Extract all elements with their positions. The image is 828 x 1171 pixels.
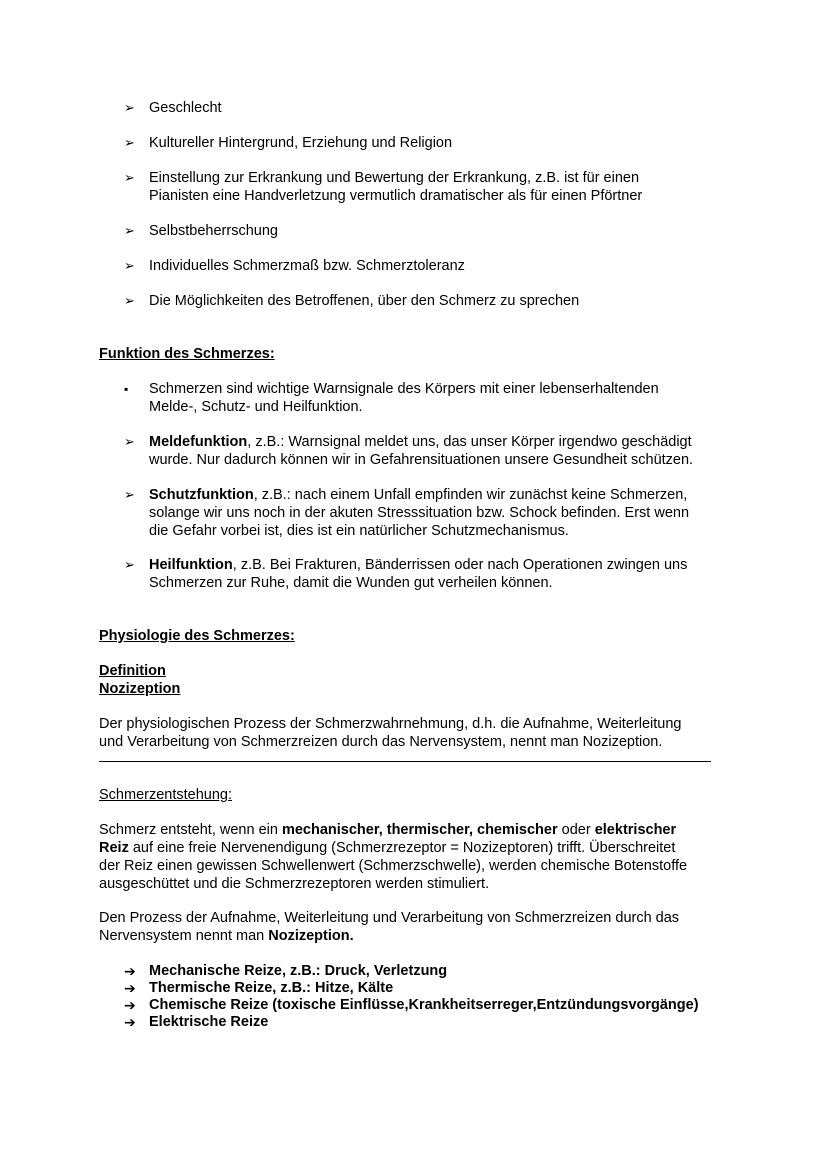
list-item-text: Selbstbeherrschung [149, 223, 278, 239]
arrow-bullet-icon [124, 222, 144, 240]
list-item-text [149, 556, 729, 592]
list-item-text: Thermische Reize, z.B.: Hitze, Kälte [149, 980, 394, 996]
section-heading: Funktion des Schmerzes: [99, 346, 275, 362]
divider [99, 761, 711, 762]
line: Der physiologischen Prozess der Schmerzwahrnehmung, d.h. die Aufnahme, Weiterleitung [99, 716, 682, 732]
arrow-bullet-icon [124, 134, 144, 152]
line: , z.B.: Warnsignal meldet uns, das unser Körper irgendwo geschädigt [247, 434, 692, 450]
line: ausgeschüttet und die Schmerzrezeptoren werden stimuliert. [99, 876, 490, 892]
arrow-bullet-icon [124, 292, 144, 310]
text-run: elektrischer [594, 822, 677, 838]
list-item-text [149, 169, 729, 205]
line: der Reiz einen gewissen Schwellenwert (Schmerzschwelle), werden chemische Botenstoffe [99, 858, 688, 874]
square-bullet-icon [124, 380, 144, 398]
text-run: oder [557, 822, 595, 838]
line: , z.B. Bei Frakturen, Bänderrissen oder nach Operationen zwingen uns [232, 557, 688, 573]
subheading: Definition [99, 663, 166, 679]
list-item-text: Elektrische Reize [149, 1014, 269, 1030]
line: Melde-, Schutz- und Heilfunktion. [149, 399, 363, 415]
arrow-bullet-icon [124, 433, 144, 451]
arrow-right-icon [124, 1013, 144, 1032]
section-heading: Physiologie des Schmerzes: [99, 628, 295, 644]
list-item-text: Die Möglichkeiten des Betroffenen, über den Schmerz zu sprechen [149, 293, 580, 309]
arrow-bullet-icon [124, 99, 144, 117]
text-run: Schmerz entsteht, wenn ein [99, 822, 282, 838]
list-item-text [149, 486, 729, 540]
line: Schmerzen zur Ruhe, damit die Wunden gut verheilen können. [149, 575, 553, 591]
list-item-text [149, 433, 729, 469]
line: solange wir uns noch in der akuten Stresssituation bzw. Schock befinden. Erst wenn [149, 505, 690, 521]
list-item-text: Chemische Reize (toxische Einflüsse,Krankheitserreger,Entzündungsvorgänge) [149, 997, 699, 1013]
line: Den Prozess der Aufnahme, Weiterleitung und Verarbeitung von Schmerzreizen durch das [99, 910, 680, 926]
text-run: Nervensystem nennt man [99, 928, 269, 944]
line: , z.B.: nach einem Unfall empfinden wir zunächst keine Schmerzen, [253, 487, 688, 503]
list-item-text: Mechanische Reize, z.B.: Druck, Verletzung [149, 963, 448, 979]
arrow-bullet-icon [124, 486, 144, 504]
list-item-text: Geschlecht [149, 100, 222, 116]
text-run: Reiz [99, 840, 129, 856]
list-item-text: Individuelles Schmerzmaß bzw. Schmerztoleranz [149, 258, 465, 274]
arrow-bullet-icon [124, 257, 144, 275]
definition-paragraph [99, 715, 739, 751]
line: und Verarbeitung von Schmerzreizen durch das Nervensystem, nennt man Nozizeption. [99, 734, 663, 750]
arrow-bullet-icon [124, 169, 144, 187]
text-run: Nozizeption. [268, 928, 354, 944]
paragraph [99, 821, 759, 893]
line: Einstellung zur Erkrankung und Bewertung der Erkrankung, z.B. ist für einen [149, 170, 640, 186]
line: Schmerzen sind wichtige Warnsignale des Körpers mit einer lebenserhaltenden [149, 381, 659, 397]
line: wurde. Nur dadurch können wir in Gefahrensituationen unsere Gesundheit schützen. [149, 452, 694, 468]
text-run: mechanischer, thermischer, chemischer [281, 822, 558, 838]
line: Pianisten eine Handverletzung vermutlich dramatischer als für einen Pförtner [149, 188, 643, 204]
arrow-bullet-icon [124, 556, 144, 574]
term: Meldefunktion [149, 434, 248, 450]
subheading: Nozizeption [99, 681, 181, 697]
list-item-text [149, 380, 729, 416]
term: Schutzfunktion [149, 487, 254, 503]
term: Heilfunktion [149, 557, 233, 573]
list-item-text: Kultureller Hintergrund, Erziehung und Religion [149, 135, 453, 151]
section-heading: Schmerzentstehung: [99, 787, 232, 803]
text-run: auf eine freie Nervenendigung (Schmerzrezeptor = Nozizeptoren) trifft. Überschreitet [128, 840, 676, 856]
paragraph [99, 909, 739, 945]
line: die Gefahr vorbei ist, dies ist ein natürlicher Schutzmechanismus. [149, 523, 569, 539]
